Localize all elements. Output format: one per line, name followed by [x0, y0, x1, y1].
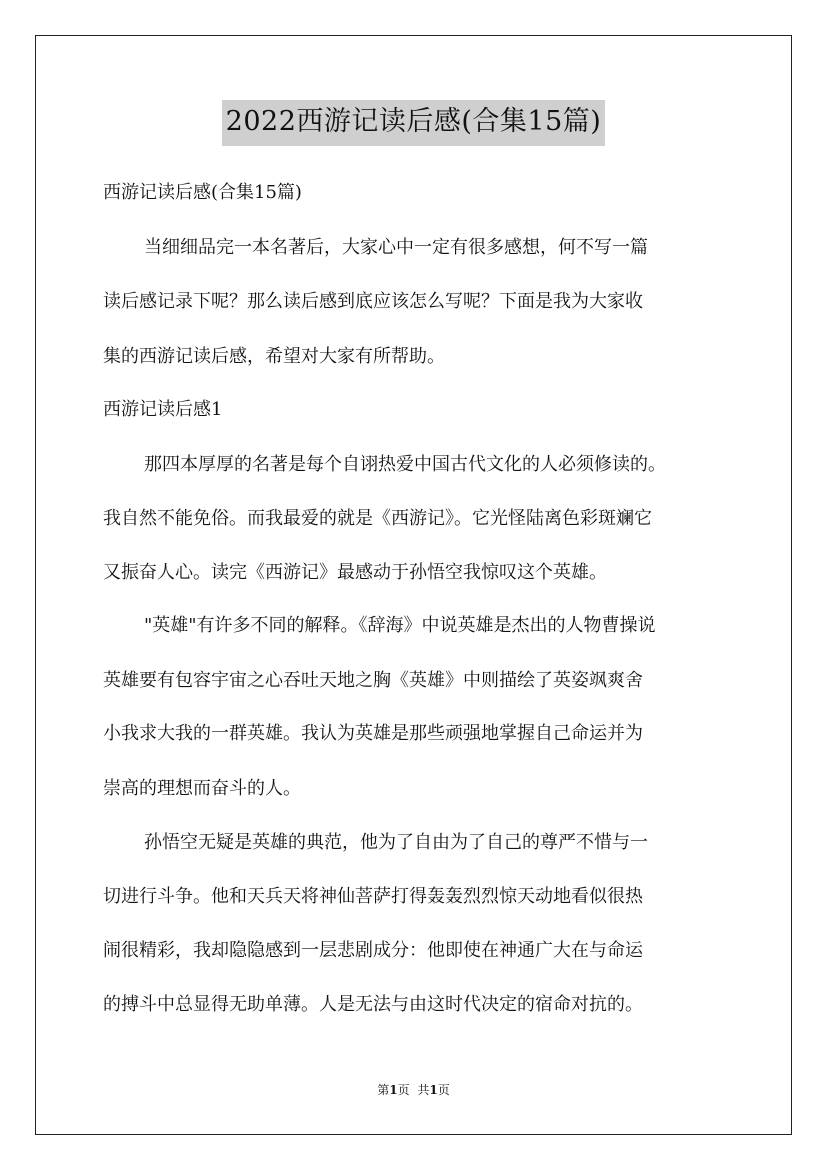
paragraph-line: 切进行斗争。他和天兵天将神仙菩萨打得轰轰烈烈惊天动地看似很热 — [103, 886, 643, 907]
document-title: 2022西游记读后感(合集15篇) — [222, 100, 606, 146]
paragraph-line: 闹很精彩，我却隐隐感到一层悲剧成分：他即使在神通广大在与命运 — [103, 940, 643, 961]
section-heading: 西游记读后感1 — [103, 399, 223, 420]
title-container — [0, 100, 827, 146]
paragraph-line: 我自然不能免俗。而我最爱的就是《西游记》。它光怪陆离色彩斑斓它 — [103, 508, 652, 529]
intro-line: 读后感记录下呢？那么读后感到底应该怎么写呢？下面是我为大家收 — [103, 291, 643, 312]
paragraph-line: 那四本厚厚的名著是每个自诩热爱中国古代文化的人必须修读的。 — [144, 454, 666, 475]
total-pages: 1 — [429, 1083, 438, 1097]
paragraph-line: 的搏斗中总显得无助单薄。人是无法与由这时代决定的宿命对抗的。 — [103, 994, 643, 1015]
paragraph-line: 又振奋人心。读完《西游记》最感动于孙悟空我惊叹这个英雄。 — [103, 562, 607, 583]
paragraph-line: 孙悟空无疑是英雄的典范，他为了自由为了自己的尊严不惜与一 — [144, 832, 648, 853]
page-number: 1 — [389, 1083, 398, 1097]
paragraph-line: 崇高的理想而奋斗的人。 — [103, 778, 301, 799]
paragraph-line: "英雄"有许多不同的解释。《辞海》中说英雄是杰出的人物曹操说 — [144, 615, 656, 636]
paragraph-line: 小我求大我的一群英雄。我认为英雄是那些顽强地掌握自己命运并为 — [103, 723, 643, 744]
page-label-prefix: 第 — [377, 1083, 390, 1097]
total-label-suffix: 页 — [437, 1083, 450, 1097]
document-subtitle: 西游记读后感(合集15篇) — [103, 182, 302, 203]
page-label-suffix: 页 — [397, 1083, 410, 1097]
intro-line: 集的西游记读后感，希望对大家有所帮助。 — [103, 346, 445, 367]
intro-line: 当细细品完一本名著后，大家心中一定有很多感想，何不写一篇 — [144, 237, 648, 258]
page-footer — [0, 1082, 827, 1098]
total-label-prefix: 共 — [417, 1083, 430, 1097]
paragraph-line: 英雄要有包容宇宙之心吞吐天地之胸《英雄》中则描绘了英姿飒爽舍 — [103, 670, 643, 691]
